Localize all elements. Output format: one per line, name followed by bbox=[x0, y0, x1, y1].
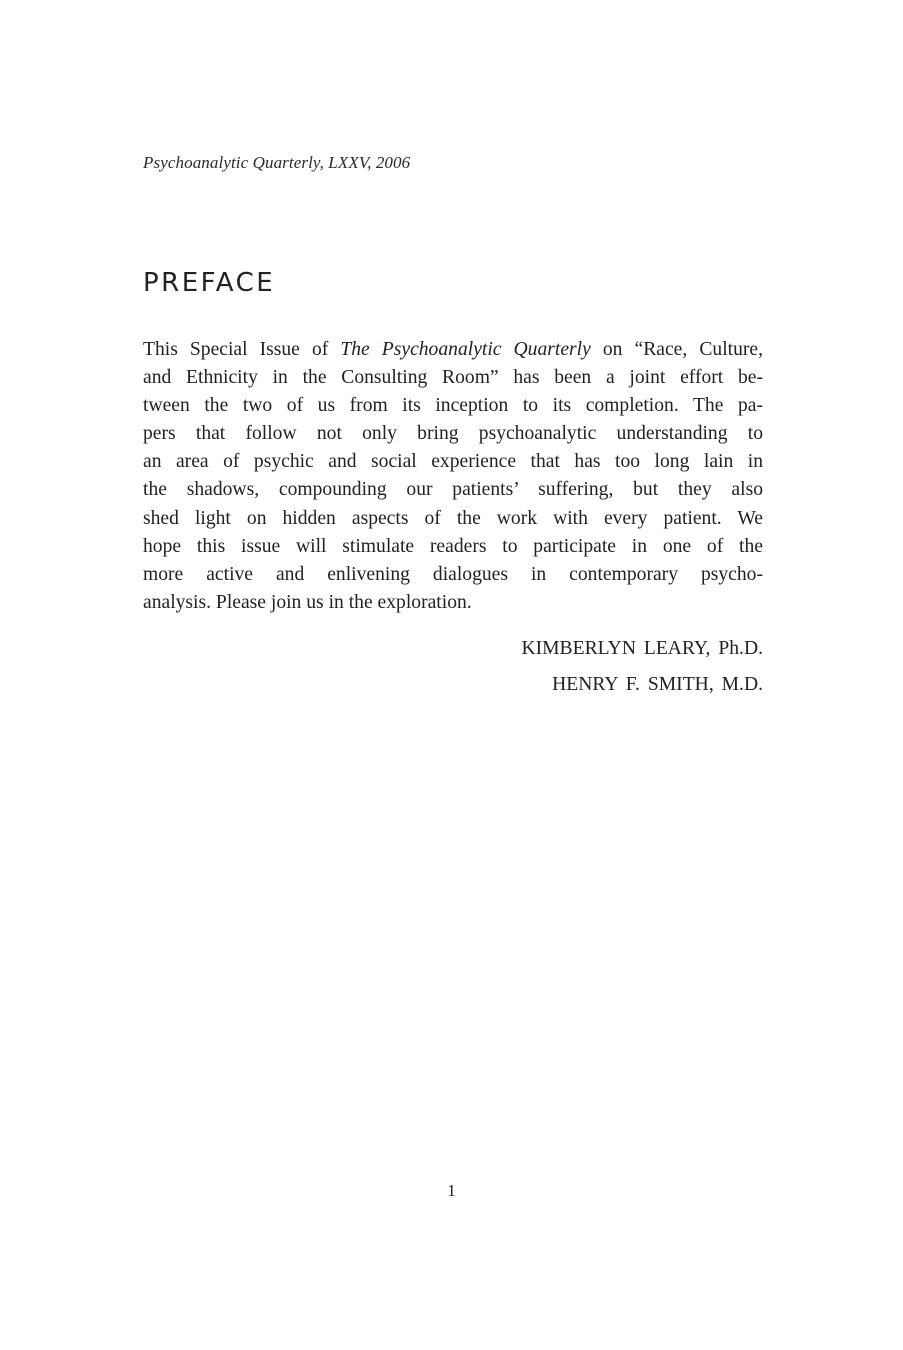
body-line-1-end: on “Race, Culture, bbox=[590, 339, 763, 360]
body-line-8: hope this issue will stimulate readers to participate in one of the bbox=[143, 535, 763, 557]
running-head: Psychoanalytic Quarterly, LXXV, 2006 bbox=[143, 153, 411, 172]
body-line-5: an area of psychic and social experience that has too long lain in bbox=[143, 451, 763, 473]
page-title: PREFACE bbox=[143, 268, 276, 298]
author-signature-leary: KIMBERLYN LEARY, Ph.D. bbox=[521, 638, 763, 659]
body-line-6: the shadows, compounding our patients’ suffering, but they also bbox=[143, 479, 763, 501]
author-signature-smith: HENRY F. SMITH, M.D. bbox=[552, 674, 763, 695]
body-line-7: shed light on hidden aspects of the work with every patient. We bbox=[143, 507, 763, 529]
body-line-4: pers that follow not only bring psychoanalytic understanding to bbox=[143, 423, 763, 445]
body-line-2: and Ethnicity in the Consulting Room” has been a joint effort be- bbox=[143, 367, 763, 389]
page-number: 1 bbox=[447, 1181, 456, 1200]
body-line-9: more active and enlivening dialogues in contemporary psycho- bbox=[143, 563, 763, 585]
body-line-3: tween the two of us from its inception to its completion. The pa- bbox=[143, 395, 763, 417]
author-signatures bbox=[143, 631, 763, 703]
journal-title-italic: The Psychoanalytic Quarterly bbox=[340, 339, 591, 360]
preface-body bbox=[143, 336, 763, 617]
body-line-1-start: This Special Issue of bbox=[143, 339, 341, 360]
body-line-1 bbox=[143, 336, 763, 364]
body-line-10: analysis. Please join us in the exploration. bbox=[143, 591, 472, 613]
